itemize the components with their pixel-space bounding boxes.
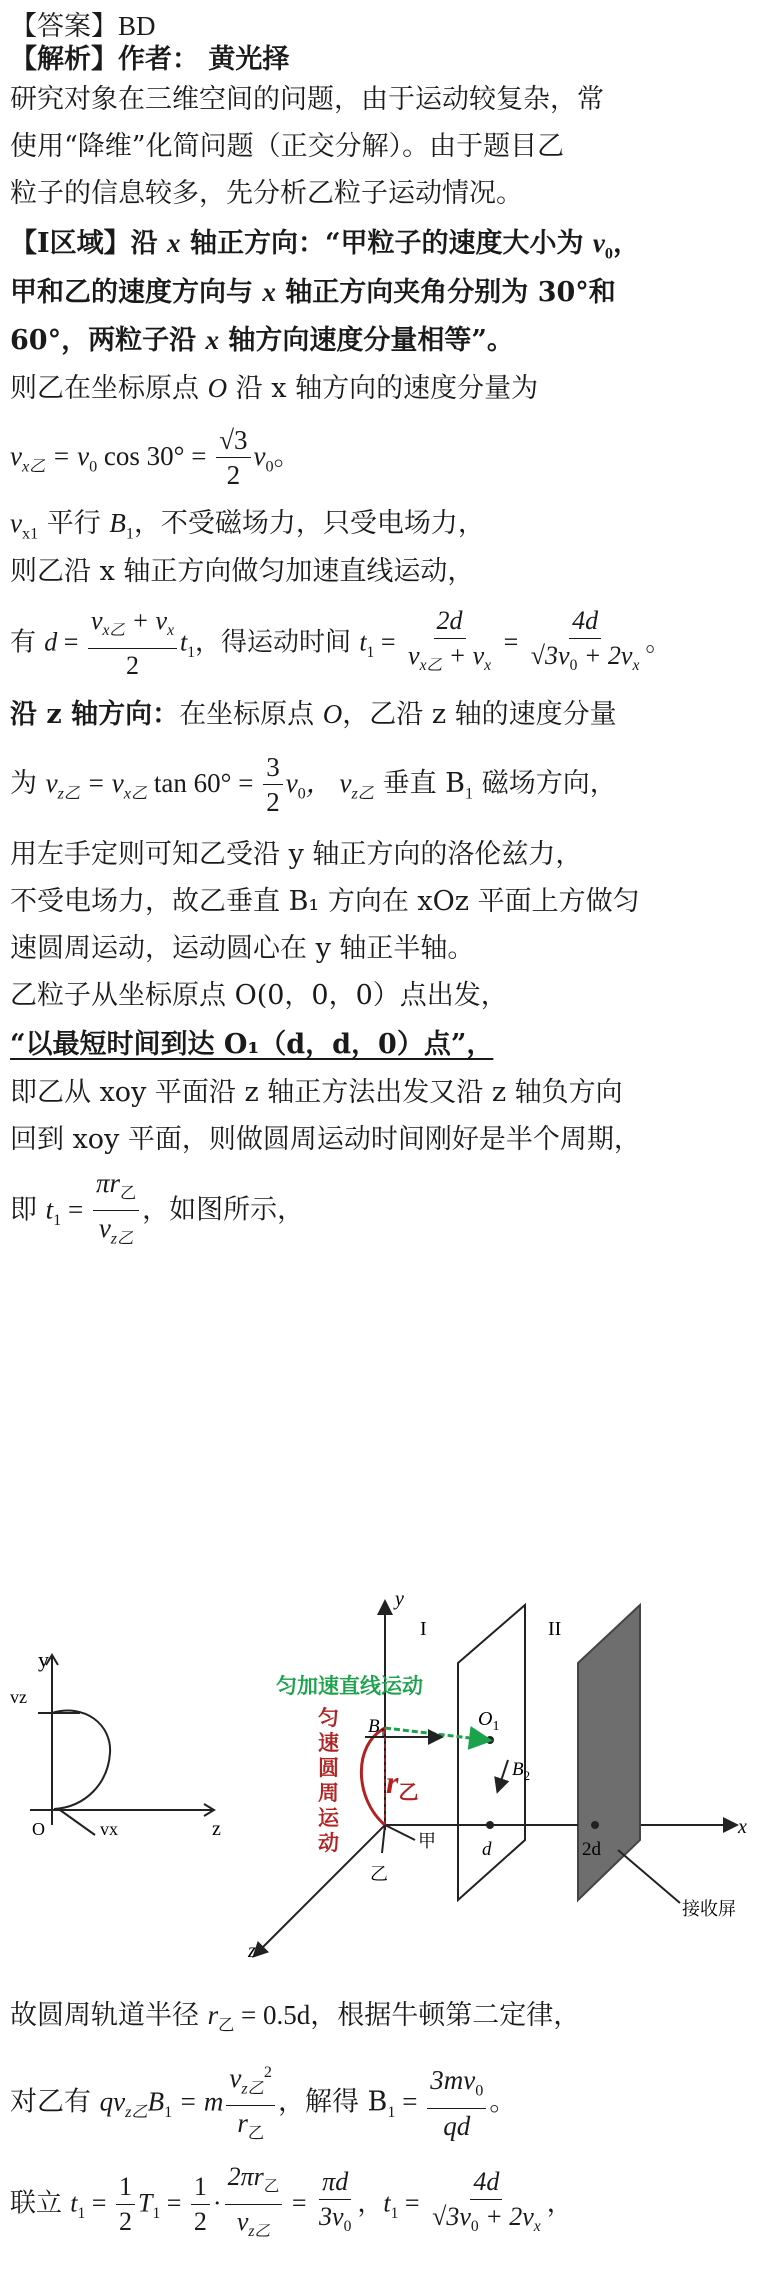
paragraph-line [10, 694, 617, 735]
z-label: z [248, 1940, 256, 1962]
sketch-y-label: y [38, 1647, 49, 1672]
text: 沿 [130, 228, 168, 259]
sub: 乙 [218, 2015, 235, 2035]
math: d [44, 627, 58, 657]
denominator: 2 [125, 651, 139, 681]
math: v [285, 768, 298, 798]
denominator [234, 2106, 267, 2150]
math: = [57, 627, 85, 657]
green-path [385, 1728, 487, 1740]
text: ， [357, 2188, 384, 2219]
o1-label: $O_1$ [478, 1708, 500, 1734]
text: 联立 [10, 2188, 71, 2219]
math: O [322, 699, 343, 729]
math: = [61, 1194, 90, 1225]
math: B [109, 508, 126, 538]
yi-label: 乙 [370, 1864, 388, 1885]
math: cos 30° = [97, 441, 214, 471]
math: t [45, 1194, 54, 1225]
sub: z乙 [248, 2223, 271, 2241]
jia-velocity [385, 1825, 415, 1840]
math: v [10, 508, 22, 538]
sub: 0 [343, 2218, 352, 2236]
sub: z乙 [57, 784, 81, 803]
sub: x [533, 2218, 541, 2236]
paragraph-line: 不受电场力，故乙垂直 B₁ 方向在 xOz 平面上方做匀 [10, 886, 640, 917]
numerator: 4d [569, 604, 601, 639]
answer-label: 【答案】 [10, 11, 118, 42]
math: T [137, 2188, 153, 2218]
analysis-line [10, 40, 289, 80]
text: 沿 z 轴方向： [10, 699, 180, 730]
numerator: √3 [216, 423, 250, 458]
text: 在坐标原点 [179, 699, 323, 730]
sketch-trajectory [52, 1711, 110, 1809]
math: v [98, 1213, 111, 1244]
motion-diagram [0, 1585, 777, 1980]
math: v [236, 2207, 249, 2237]
point-o1 [486, 1736, 494, 1744]
denominator: 2 [193, 2207, 207, 2237]
text: 对乙有 [10, 2086, 100, 2118]
numerator: 2d [434, 604, 466, 639]
equation-half-period [10, 1166, 304, 1258]
sub: 0 [569, 657, 578, 675]
plate-d [458, 1605, 525, 1900]
denominator: 2 [266, 787, 280, 817]
denominator [429, 2200, 544, 2244]
text: 有 [10, 627, 45, 658]
denominator: 2 [118, 2207, 132, 2237]
2d-label: 2d [582, 1839, 601, 1860]
sub: 1 [164, 2102, 173, 2121]
math: v [253, 441, 266, 471]
paragraph-line: 用左手定则可知乙受沿 y 轴正方向的洛伦兹力， [10, 839, 583, 870]
denominator [316, 2200, 354, 2244]
red-char: 匀 [318, 1706, 339, 1730]
yi-velocity [382, 1825, 385, 1853]
paragraph-line: 粒子的信息较多，先分析乙粒子运动情况。 [10, 178, 523, 209]
paragraph-line [10, 368, 538, 409]
math: = v [45, 441, 90, 471]
math: πr [95, 1168, 120, 1198]
region1-line [10, 320, 514, 361]
b1-label: $B_1$ [368, 1716, 387, 1740]
sub: x乙 [21, 457, 46, 476]
numerator: 3 [263, 750, 283, 785]
text: 轴方向速度分量相等”。 [218, 325, 514, 356]
sketch-vz-label: vz [10, 1687, 27, 1707]
math: + 2v [577, 641, 633, 670]
sub: 0 [265, 457, 274, 476]
text: = 0.5d，根据牛顿第二定律， [234, 2000, 581, 2030]
region-i-label: I [420, 1618, 427, 1640]
sub: 乙 [247, 2124, 265, 2143]
math: + v [125, 606, 168, 635]
math: √3v [432, 2202, 471, 2232]
sub: x [484, 657, 492, 675]
text: 甲和乙的速度方向与 [10, 277, 263, 308]
numerator [427, 2063, 486, 2108]
sub: 乙 [263, 2178, 280, 2196]
denominator [234, 2205, 273, 2249]
math: · [212, 2188, 222, 2218]
sub: x乙 [102, 622, 125, 640]
math: = v [80, 768, 124, 798]
region1-tag: 【I区域】 [10, 228, 131, 259]
hand-sketch [30, 1655, 214, 1835]
answer-value: BD [118, 11, 156, 41]
math: = [497, 627, 525, 657]
math: 3v [319, 2202, 344, 2232]
screen-pointer [618, 1850, 680, 1903]
x-var: x [167, 228, 181, 258]
text: 磁场方向， [473, 768, 617, 799]
sup: 2 [263, 2063, 272, 2081]
numerator [226, 2055, 275, 2106]
region1-line [10, 272, 616, 313]
text: ，乙沿 z 轴的速度分量 [342, 699, 617, 730]
fraction [191, 2170, 210, 2239]
sub: 0 [297, 784, 306, 803]
math: r [237, 2108, 248, 2139]
math: 3mv [430, 2065, 476, 2096]
numerator [225, 2160, 283, 2205]
sketch-origin-label: O [32, 1819, 45, 1839]
text: 轴正方向夹角分别为 30°和 [275, 277, 616, 308]
math: = m [172, 2086, 224, 2117]
text: 。 [489, 2086, 517, 2118]
text: 即 [10, 1194, 46, 1226]
x-var: x [262, 277, 276, 307]
sub: 1 [387, 2102, 396, 2121]
sub: x [632, 657, 640, 675]
paragraph-line: 回到 xoy 平面，则做圆周运动时间刚好是半个周期， [10, 1124, 641, 1155]
math: = [374, 627, 403, 657]
paragraph-line: 速圆周运动，运动圆心在 y 轴正半轴。 [10, 933, 475, 964]
sub: 1 [53, 1210, 62, 1229]
fraction [226, 2055, 275, 2151]
sub: z乙 [110, 1229, 134, 1248]
math: √3v [530, 641, 570, 670]
paragraph-line [10, 1995, 580, 2045]
fraction [405, 604, 494, 683]
denominator [405, 639, 494, 683]
fraction [427, 2063, 486, 2142]
y-label: y [395, 1588, 404, 1610]
sketch-vx-label: vx [100, 1819, 118, 1839]
screen-label: 接收屏 [682, 1899, 736, 1920]
fraction [528, 604, 643, 683]
paragraph-line: 则乙沿 x 轴正方向做匀加速直线运动， [10, 556, 475, 587]
green-motion-label: 匀加速直线运动 [276, 1674, 423, 1698]
equation-vz [10, 745, 617, 831]
numerator [93, 1166, 139, 1211]
math: + 2v [478, 2202, 534, 2232]
region-ii-label: II [548, 1618, 562, 1640]
denominator [528, 639, 643, 683]
fraction [225, 2160, 283, 2249]
denominator [96, 1211, 136, 1255]
math: = [395, 2086, 425, 2117]
math: v [45, 768, 58, 798]
sub: z乙 [241, 2079, 264, 2098]
numerator [88, 604, 177, 649]
paragraph-line: 研究对象在三维空间的问题，由于运动较复杂，常 [10, 84, 604, 115]
text: ，得运动时间 [195, 627, 360, 658]
radius-label: r乙 [386, 1764, 419, 1804]
fraction [116, 2170, 135, 2239]
sub: 1 [390, 2204, 399, 2222]
text: 。 [273, 441, 301, 472]
text: ， [546, 2188, 573, 2219]
math: v [408, 641, 420, 670]
fraction [429, 2165, 544, 2244]
red-char: 动 [318, 1831, 339, 1855]
fraction [93, 1166, 139, 1256]
math: qv [99, 2086, 126, 2117]
red-char: 运 [318, 1806, 339, 1830]
quote-line [10, 1025, 493, 1065]
fraction [263, 750, 283, 819]
math: t [359, 627, 367, 657]
math: v [10, 441, 22, 471]
sketch-z-label: z [212, 1818, 221, 1840]
text: 垂直 B [374, 768, 466, 799]
author: 作者： 黄光择 [118, 44, 290, 75]
text: ， [612, 228, 640, 259]
denominator: qd [443, 2110, 471, 2141]
sub: 1 [465, 784, 474, 803]
text: 故圆周轨道半径 [10, 2000, 208, 2031]
sub: x乙 [419, 657, 443, 675]
sub: 乙 [119, 1184, 137, 1203]
red-char: 圆 [318, 1756, 339, 1780]
analysis-label: 【解析】 [10, 44, 118, 75]
sub: 1 [77, 2204, 86, 2222]
region1-line [10, 223, 640, 273]
circular-arc [361, 1728, 385, 1825]
jia-label: 甲 [418, 1831, 436, 1852]
sub: x [167, 622, 175, 640]
sub: x1 [21, 524, 39, 543]
sub: 0 [604, 244, 613, 263]
math: t [70, 2188, 78, 2218]
math: + v [442, 641, 485, 670]
math: t [180, 627, 188, 657]
v-var: v [592, 228, 605, 258]
point-d [486, 1821, 494, 1829]
math: r [207, 2000, 219, 2030]
paragraph-line: 使用“降维”化简问题（正交分解）。由于题目乙 [10, 131, 565, 162]
sub: z乙 [351, 784, 374, 803]
text: 轴正方向：“甲粒子的速度大小为 [180, 228, 593, 259]
math: B [147, 2086, 165, 2117]
x-var: x [205, 325, 219, 355]
text: ，如图所示， [142, 1194, 305, 1226]
text: 沿 x 轴方向的速度分量为 [227, 373, 539, 404]
sub: 1 [125, 524, 134, 543]
sketch-vx-line [60, 1810, 95, 1835]
numerator: 4d [470, 2165, 502, 2200]
math: = [160, 2188, 188, 2218]
paragraph-line: 即乙从 xoy 平面沿 z 轴正方法出发又沿 z 轴负方向 [10, 1077, 623, 1108]
fraction [316, 2165, 354, 2244]
origin-var: O [207, 373, 228, 403]
equation-combine [10, 2160, 573, 2252]
sub: z乙 [125, 2102, 148, 2121]
sub: 1 [152, 2204, 161, 2222]
fraction [216, 423, 250, 492]
text: ，不受磁场力，只受电场力， [133, 508, 485, 539]
equation-t1 [10, 604, 671, 691]
math: t [383, 2188, 391, 2218]
numerator: 1 [191, 2170, 210, 2205]
equation-vx [10, 418, 301, 504]
point-2d [591, 1821, 599, 1829]
b2-label: $B_2$ [512, 1759, 531, 1783]
math: = [398, 2188, 427, 2218]
sub: 0 [470, 2218, 479, 2236]
numerator: πd [319, 2165, 351, 2200]
sub: 0 [89, 457, 98, 476]
math: v [229, 2063, 242, 2093]
fraction [88, 604, 177, 683]
math: = [285, 2188, 314, 2218]
text: 。 [645, 627, 672, 658]
sub: 1 [187, 643, 196, 661]
text: 为 [10, 768, 46, 799]
text: 平行 [38, 508, 110, 539]
text: 60°，两粒子沿 [10, 325, 206, 356]
sub: 0 [475, 2081, 484, 2100]
math: tan 60° = [147, 768, 261, 798]
math: v [90, 606, 103, 635]
x-label: x [738, 1816, 747, 1838]
text: 则乙在坐标原点 [10, 373, 208, 404]
paragraph-line: 乙粒子从坐标原点 O(0，0，0）点出发， [10, 980, 508, 1011]
equation-b1 [10, 2055, 516, 2151]
paragraph-line [10, 503, 485, 553]
red-char: 周 [318, 1781, 339, 1805]
b2-arrow [498, 1760, 508, 1790]
text: ，解得 B [277, 2086, 388, 2118]
sub: 1 [366, 643, 375, 661]
numerator: 1 [116, 2170, 135, 2205]
sub: x乙 [123, 784, 148, 803]
math: ， v [305, 768, 352, 798]
red-motion-label [318, 1706, 340, 1855]
red-char: 速 [318, 1731, 339, 1755]
denominator: 2 [226, 460, 241, 490]
quote: “以最短时间到达 O₁（d，d，0）点”， [10, 1029, 494, 1060]
math: = [85, 2188, 113, 2218]
math: 2πr [227, 2162, 264, 2191]
d-label: d [482, 1839, 492, 1860]
